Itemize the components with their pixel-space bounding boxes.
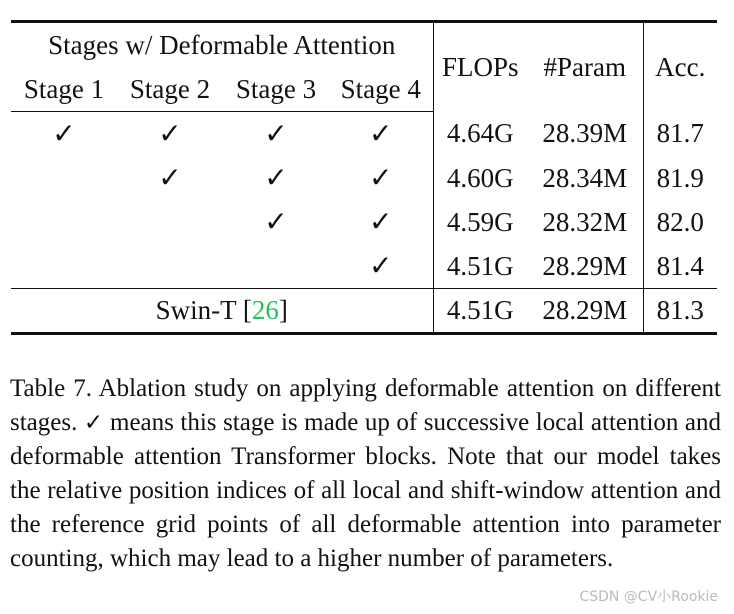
check-icon: ✓	[264, 205, 288, 238]
table-row	[11, 244, 717, 289]
stage-cell	[117, 244, 223, 289]
acc-cell: 81.3	[643, 289, 717, 334]
stage-cell	[329, 200, 433, 244]
acc-cell: 81.9	[643, 156, 717, 200]
stage-cell	[223, 244, 329, 289]
baseline-name-cell	[11, 289, 433, 334]
check-icon: ✓	[369, 161, 393, 194]
params-cell: 28.29M	[527, 244, 643, 289]
watermark: CSDN @CV小Rookie	[579, 589, 718, 605]
stage-cell	[11, 200, 117, 244]
flops-cell: 4.59G	[433, 200, 527, 244]
params-cell: 28.29M	[542, 295, 628, 325]
stage-cell	[223, 156, 329, 200]
stage-4-header: Stage 4	[329, 67, 433, 112]
flops-header: FLOPs	[433, 22, 527, 112]
stage-cell	[329, 112, 433, 157]
check-icon: ✓	[369, 117, 393, 150]
stage-cell	[117, 112, 223, 157]
stage-cell	[223, 200, 329, 244]
group-header: Stages w/ Deformable Attention	[48, 29, 396, 60]
caption-text-part2: means this stage is made up of successive local attention and deformable attention Transformer blocks. Note that our model takes the relative position indices of all local and shift-window attention and the reference grid points of all deformable attention into parameter counting, which may lead to a higher number of parameters.	[10, 409, 722, 572]
check-icon: ✓	[83, 410, 104, 436]
acc-cell: 82.0	[643, 200, 717, 244]
stage-cell	[11, 112, 117, 157]
stage-cell	[11, 244, 117, 289]
check-icon: ✓	[158, 117, 182, 150]
caption-text-part1: Table 7. Ablation study on applying deformable attention on different stages.	[10, 375, 721, 436]
citation-link[interactable]: 26	[251, 295, 279, 325]
params-cell: 28.32M	[542, 206, 628, 237]
check-icon: ✓	[264, 117, 288, 150]
stage-1-header: Stage 1	[11, 67, 117, 112]
acc-cell: 81.7	[643, 112, 717, 157]
flops-cell: 4.60G	[433, 156, 527, 200]
stage-2-header: Stage 2	[117, 67, 223, 112]
flops-cell: 4.51G	[433, 289, 527, 334]
flops-cell: 4.51G	[433, 244, 527, 289]
stage-cell	[11, 156, 117, 200]
stage-cell	[117, 200, 223, 244]
check-icon: ✓	[264, 161, 288, 194]
table-caption	[10, 372, 721, 576]
baseline-name: Swin-T	[155, 295, 237, 325]
citation-open-bracket: [	[242, 295, 252, 325]
check-icon: ✓	[369, 249, 393, 282]
params-header: #Param	[543, 51, 626, 82]
stage-cell	[117, 156, 223, 200]
stage-3-header: Stage 3	[223, 67, 329, 112]
check-icon: ✓	[158, 161, 182, 194]
params-cell: 28.39M	[542, 118, 628, 149]
baseline-row	[11, 289, 717, 334]
table-row	[11, 200, 717, 244]
acc-header: Acc.	[643, 22, 717, 112]
check-icon: ✓	[369, 205, 393, 238]
params-cell: 28.34M	[542, 162, 628, 193]
citation-close-bracket: ]	[278, 295, 288, 325]
table-row	[11, 156, 717, 200]
flops-cell: 4.64G	[433, 112, 527, 157]
stage-cell	[223, 112, 329, 157]
stage-cell	[329, 156, 433, 200]
table-row	[11, 112, 717, 157]
check-icon: ✓	[52, 117, 76, 150]
acc-cell: 81.4	[643, 244, 717, 289]
stage-cell	[329, 244, 433, 289]
ablation-table	[11, 20, 717, 335]
